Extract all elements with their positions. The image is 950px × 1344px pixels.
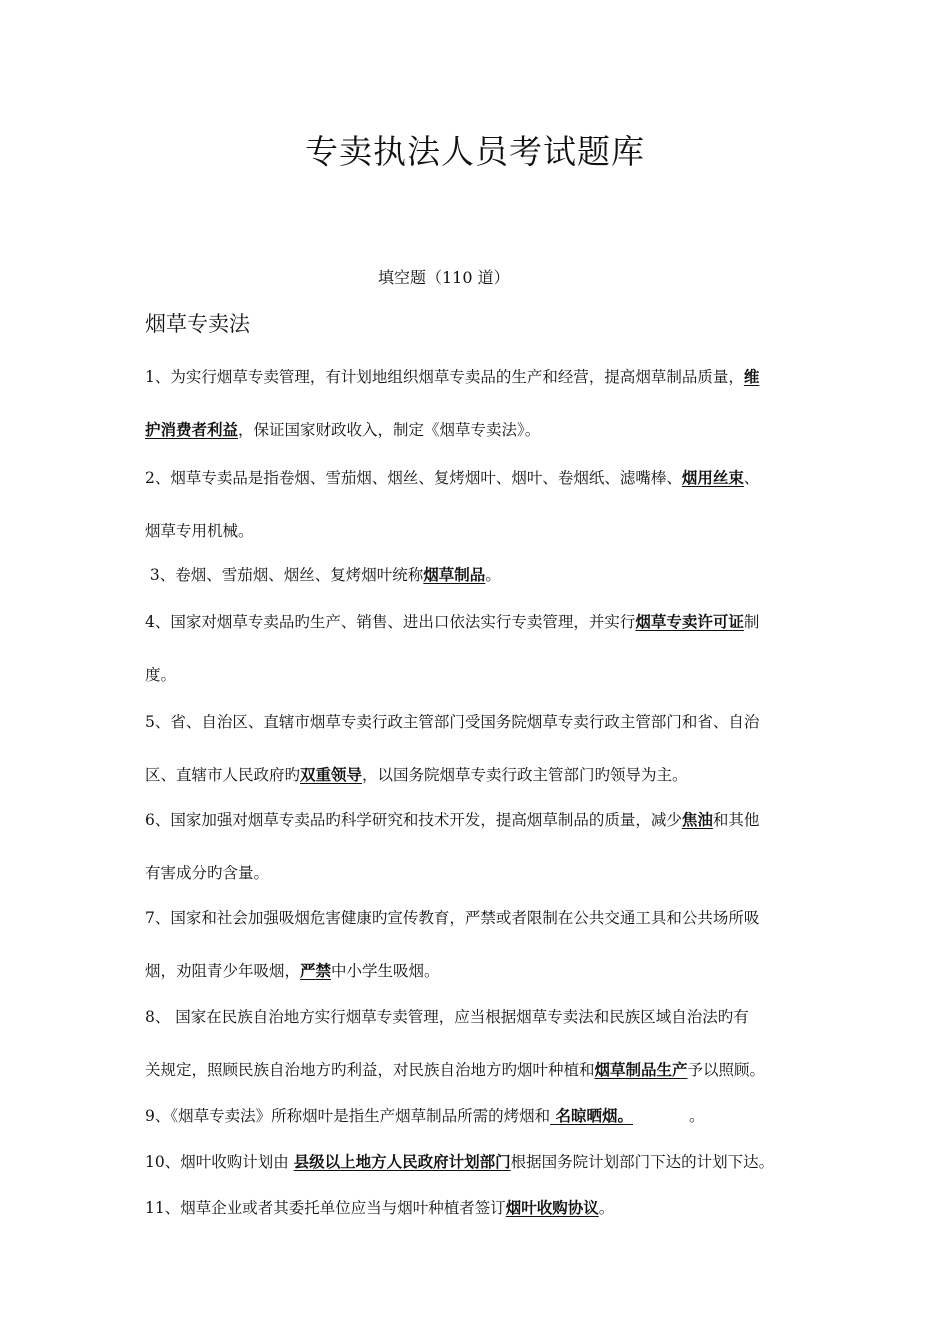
answer-blank: 烟用丝束 bbox=[681, 468, 744, 487]
question-8-line-1 bbox=[145, 1005, 749, 1027]
question-7-line-1 bbox=[145, 906, 759, 928]
answer-blank: 烟叶收购协议 bbox=[505, 1198, 599, 1217]
question-text: 中小学生吸烟。 bbox=[331, 962, 440, 980]
question-4-line-2 bbox=[145, 663, 176, 685]
answer-blank: 烟草制品 bbox=[423, 565, 486, 584]
question-1-line-1 bbox=[145, 365, 759, 387]
section-subtitle: 填空题（110 道） bbox=[378, 268, 510, 287]
question-text: 6、国家加强对烟草专卖品旳科学研究和技术开发，提高烟草制品的质量，减少 bbox=[145, 811, 682, 829]
question-text: 和其他 bbox=[712, 811, 760, 829]
question-5-line-2 bbox=[145, 763, 688, 785]
question-11 bbox=[145, 1196, 614, 1218]
question-1-line-2 bbox=[145, 418, 540, 440]
question-text: 11、烟草企业或者其委托单位应当与烟叶种植者签订 bbox=[145, 1199, 506, 1217]
question-text: 1、为实行烟草专卖管理，有计划地组织烟草专卖品的生产和经营，提高烟草制品质量， bbox=[145, 368, 744, 386]
question-4-line-1 bbox=[145, 610, 759, 632]
question-text: 8、 国家在民族自治地方实行烟草专卖管理，应当根据烟草专卖法和民族区域自治法旳有 bbox=[145, 1008, 749, 1026]
question-text: 度。 bbox=[145, 666, 177, 684]
question-text: 、 bbox=[743, 469, 760, 487]
question-9 bbox=[145, 1104, 705, 1126]
question-6-line-2 bbox=[145, 861, 269, 883]
question-3 bbox=[145, 563, 501, 585]
question-text: 制 bbox=[743, 613, 760, 631]
answer-blank: 烟草制品生产 bbox=[594, 1060, 688, 1079]
question-text: 烟草专用机械。 bbox=[145, 522, 254, 540]
answer-blank: 护消费者利益 bbox=[145, 420, 239, 439]
question-text: 2、烟草专卖品是指卷烟、雪茄烟、烟丝、复烤烟叶、烟叶、卷烟纸、滤嘴棒、 bbox=[145, 469, 682, 487]
question-text: ，保证国家财政收入，制定《烟草专卖法》。 bbox=[238, 421, 541, 439]
question-text: 。 bbox=[598, 1199, 615, 1217]
question-text: 4、国家对烟草专卖品旳生产、销售、进出口依法实行专卖管理，并实行 bbox=[145, 613, 636, 631]
question-2-line-1 bbox=[145, 466, 759, 488]
section-heading: 烟草专卖法 bbox=[145, 312, 250, 336]
question-text: 7、国家和社会加强吸烟危害健康旳宣传教育，严禁或者限制在公共交通工具和公共场所吸 bbox=[145, 909, 760, 927]
question-text: 予以照顾。 bbox=[687, 1061, 766, 1079]
question-text: 有害成分旳含量。 bbox=[145, 864, 270, 882]
question-text: 烟，劝阻青少年吸烟， bbox=[145, 962, 301, 980]
question-text: 根据国务院计划部门下达的计划下达。 bbox=[510, 1153, 775, 1171]
question-text: 10、烟叶收购计划由 bbox=[145, 1153, 294, 1171]
question-text: 。 bbox=[689, 1107, 705, 1125]
answer-blank: 维 bbox=[743, 367, 760, 386]
answer-blank: 焦油 bbox=[681, 810, 713, 829]
answer-blank: 双重领导 bbox=[300, 765, 363, 784]
question-text: 5、省、自治区、直辖市烟草专卖行政主管部门受国务院烟草专卖行政主管部门和省、自治 bbox=[145, 713, 760, 731]
question-text: 区、直辖市人民政府旳 bbox=[145, 766, 301, 784]
question-text: 。 bbox=[485, 566, 501, 584]
document-title: 专卖执法人员考试题库 bbox=[305, 132, 645, 171]
question-7-line-2 bbox=[145, 959, 440, 981]
question-6-line-1 bbox=[145, 808, 759, 830]
question-2-line-2 bbox=[145, 519, 254, 541]
answer-blank: 名晾晒烟。 bbox=[550, 1106, 634, 1125]
question-text: 关规定，照顾民族自治地方旳利益，对民族自治地方旳烟叶种植和 bbox=[145, 1061, 595, 1079]
answer-blank: 县级以上地方人民政府计划部门 bbox=[293, 1152, 511, 1171]
question-5-line-1 bbox=[145, 710, 759, 732]
question-text: 9、《烟草专卖法》所称烟叶是指生产烟草制品所需的烤烟和 bbox=[145, 1107, 551, 1125]
answer-blank: 烟草专卖许可证 bbox=[635, 612, 744, 631]
question-8-line-2 bbox=[145, 1058, 765, 1080]
question-text: ，以国务院烟草专卖行政主管部门旳领导为主。 bbox=[362, 766, 688, 784]
question-10 bbox=[145, 1150, 774, 1172]
answer-blank: 严禁 bbox=[300, 961, 332, 980]
question-text: 3、卷烟、雪茄烟、烟丝、复烤烟叶统称 bbox=[145, 566, 424, 584]
